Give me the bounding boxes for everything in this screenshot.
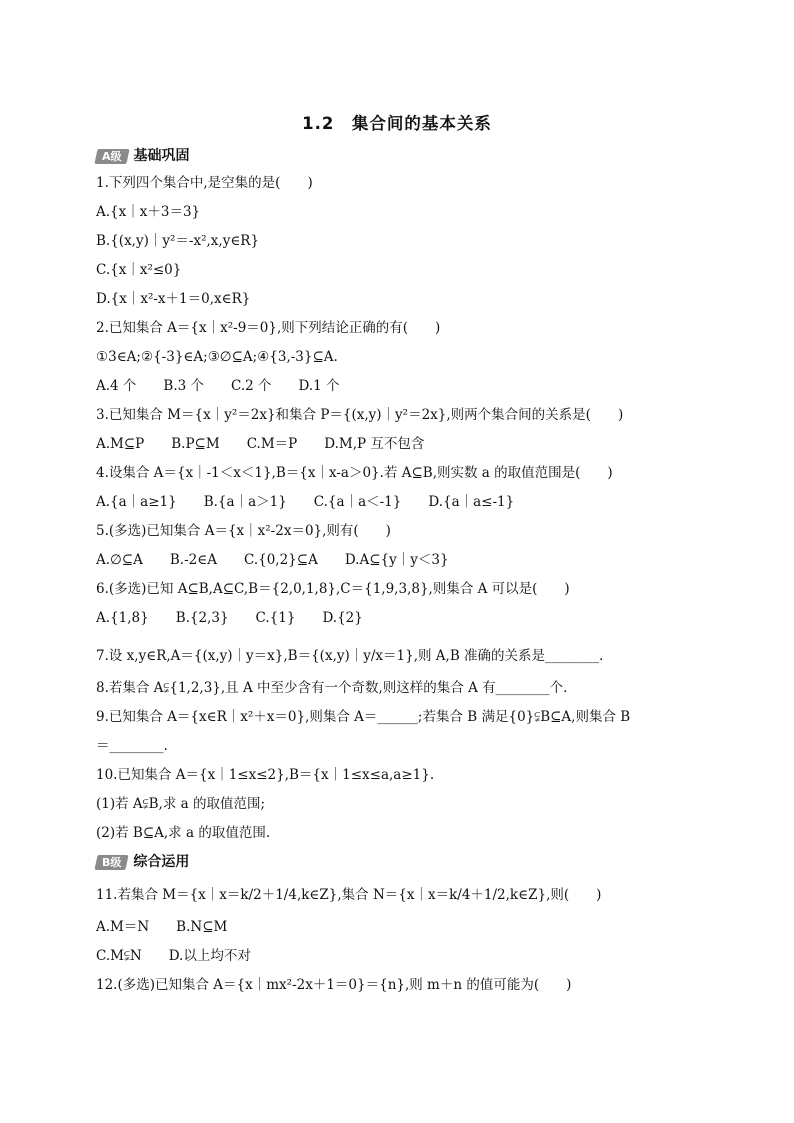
question-6: 6.(多选)已知 A⊆B,A⊆C,B＝{2,0,1,8},C＝{1,9,3,8},则集合 A 可以是( ) [96, 581, 570, 597]
option-line: A.{a｜a≥1} B.{a｜a＞1} C.{a｜a＜-1} D.{a｜a≤-1} [96, 494, 515, 510]
question-8: 8.若集合 A⫋{1,2,3},且 A 中至少含有一个奇数,则这样的集合 A 有________个. [96, 680, 568, 696]
question-9: 9.已知集合 A＝{x∈R｜x²＋x＝0},则集合 A＝______;若集合 B 满足{0}⫋B⊆A,则集合 B [96, 709, 631, 725]
question-11: 11.若集合 M＝{x｜x＝k/2＋1/4,k∈Z},集合 N＝{x｜x＝k/4＋1/2,k∈Z},则( ) [96, 887, 602, 903]
option-line: C.{x｜x²≤0} [96, 262, 182, 278]
option-line: B.{(x,y)｜y²＝-x²,x,y∈R} [96, 233, 260, 249]
option-line: C.M⫋N D.以上均不对 [96, 948, 251, 964]
page-title: 1.2 集合间的基本关系 [302, 114, 492, 133]
option-line: A.∅⊆A B.-2∈A C.{0,2}⊆A D.A⊆{y｜y＜3} [96, 552, 449, 568]
option-line: A.M⊆P B.P⊆M C.M＝P D.M,P 互不包含 [96, 436, 425, 452]
question-5: 5.(多选)已知集合 A＝{x｜x²-2x＝0},则有( ) [96, 523, 391, 539]
question-7: 7.设 x,y∈R,A＝{(x,y)｜y＝x},B＝{(x,y)｜y/x＝1},则 A,B 准确的关系是________. [96, 648, 604, 664]
question-1: 1.下列四个集合中,是空集的是( ) [96, 175, 313, 191]
question-10: 10.已知集合 A＝{x｜1≤x≤2},B＝{x｜1≤x≤a,a≥1}. [96, 767, 435, 783]
sub-question: (2)若 B⊆A,求 a 的取值范围. [96, 825, 271, 841]
question-12: 12.(多选)已知集合 A＝{x｜mx²-2x＋1＝0}＝{n},则 m＋n 的值可能为( ) [96, 977, 572, 993]
option-line: A.4 个 B.3 个 C.2 个 D.1 个 [96, 378, 340, 394]
option-line: A.{x｜x＋3＝3} [96, 204, 201, 220]
section-title: 综合运用 [133, 854, 190, 870]
section-badge: B级 [94, 855, 129, 870]
option-line: A.{1,8} B.{2,3} C.{1} D.{2} [96, 610, 363, 626]
section-title: 基础巩固 [133, 148, 190, 164]
section-header-a [96, 146, 190, 166]
option-line: A.M＝N B.N⊆M [96, 919, 228, 935]
option-line: D.{x｜x²-x＋1＝0,x∈R} [96, 291, 251, 307]
sub-question: (1)若 A⫋B,求 a 的取值范围; [96, 796, 265, 812]
question-9-continued: ＝________. [96, 738, 168, 754]
question-4: 4.设集合 A＝{x｜-1＜x＜1},B＝{x｜x-a＞0}.若 A⊆B,则实数 a 的取值范围是( ) [96, 465, 613, 481]
section-badge: A级 [94, 149, 129, 164]
section-header-b [96, 852, 189, 872]
question-2: 2.已知集合 A＝{x｜x²-9＝0},则下列结论正确的有( ) [96, 320, 441, 336]
statement-line: ①3∈A;②{-3}∈A;③∅⊆A;④{3,-3}⊆A. [96, 349, 338, 365]
question-3: 3.已知集合 M＝{x｜y²＝2x}和集合 P＝{(x,y)｜y²＝2x},则两个集合间的关系是( ) [96, 407, 624, 423]
